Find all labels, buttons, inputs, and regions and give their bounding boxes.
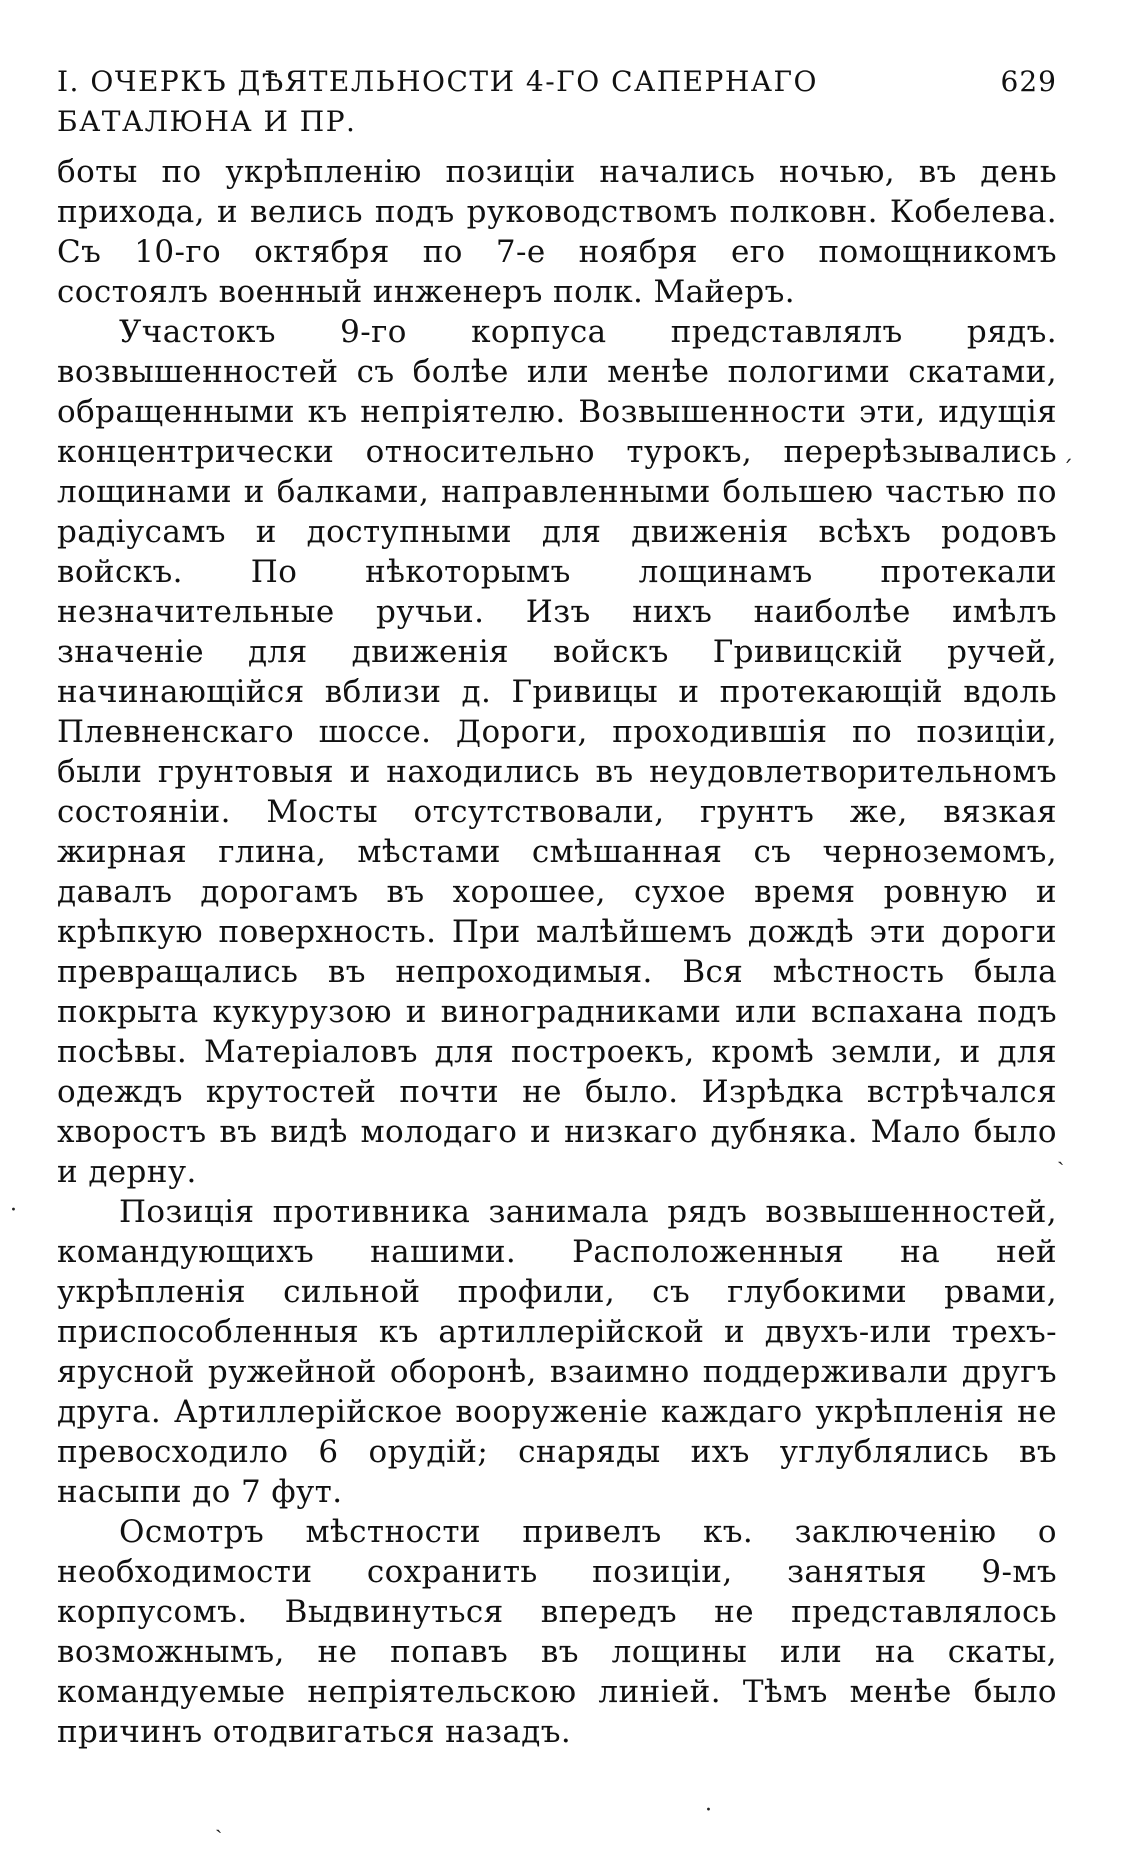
body-text xyxy=(57,152,1057,1752)
page-number: 629 xyxy=(1000,65,1057,98)
scan-speck: · xyxy=(705,1798,712,1823)
book-page xyxy=(57,62,1057,1752)
paragraph-conclusion: Осмотръ мѣстности привелъ къ. заключенію о необходимости сохранить позиціи, занятыя 9-мъ корпусомъ. Выдвинуться впередъ не представлялось возможнымъ, не попавъ въ лощины или на скаты, командуемые непріятельскою линіей. Тѣмъ менѣе было причинъ отодвигаться назадъ. xyxy=(57,1514,1057,1750)
scan-speck: ˏ xyxy=(1057,1141,1065,1166)
scan-speck: ˎ xyxy=(215,1809,223,1834)
paragraph-terrain: Участокъ 9-го корпуса представлялъ рядъ. возвышенностей съ болѣе или менѣе пологими скатами, обращенными къ непріятелю. Возвышенности эти, идущія концентрически относительно турокъ, перерѣзывались лощинами и балками, направленными большею частью по радіусамъ и доступными для движенія всѣхъ родовъ войскъ. По нѣкоторымъ лощинамъ протекали незначительные ручьи. Изъ нихъ наиболѣе имѣлъ значеніе для движенія войскъ Гривицскій ручей, начинающійся вблизи д. Гривицы и протекающій вдоль Плевненскаго шоссе. Дороги, проходившія по позиціи, были грунтовыя и находились въ неудовлетворительномъ состояніи. Мосты отсутствовали, грунтъ же, вязкая жирная глина, мѣстами смѣшанная съ черноземомъ, давалъ дорогамъ въ хорошее, сухое время ровную и крѣпкую поверхность. При малѣйшемъ дождѣ эти дороги превращались въ непроходимыя. Вся мѣстность была покрыта кукурузою и виноградниками или вспахана подъ посѣвы. Матеріаловъ для построекъ, кромѣ земли, и для одеждъ крутостей почти не было. Изрѣдка встрѣчался хворостъ въ видѣ молодаго и низкаго дубняка. Мало было и дерну. xyxy=(57,314,1057,1190)
running-title: I. ОЧЕРКЪ ДѢЯТЕЛЬНОСТИ 4-ГО САПЕРНАГО БАТАЛЮНА И ПР. xyxy=(57,65,819,138)
running-header xyxy=(57,62,1057,142)
paragraph-continuation: боты по укрѣпленію позиціи начались ночью, въ день прихода, и велись подъ руководствомъ полковн. Кобелева. Съ 10-го октября по 7-е ноября его помощникомъ состоялъ военный инженеръ полк. Майеръ. xyxy=(57,154,1057,310)
scan-speck: ˊ xyxy=(1062,458,1073,483)
paragraph-enemy-position: Позиція противника занимала рядъ возвышенностей, командующихъ нашими. Расположенныя на ней укрѣпленія сильной профили, съ глубокими рвами, приспособленныя къ артиллерійской и двухъ-или трехъ-ярусной ружейной оборонѣ, взаимно поддерживали другъ друга. Артиллерійское вооруженіе каждаго укрѣпленія не превосходило 6 орудій; снаряды ихъ углублялись въ насыпи до 7 фут. xyxy=(57,1194,1057,1510)
scan-speck: · xyxy=(10,1198,17,1223)
